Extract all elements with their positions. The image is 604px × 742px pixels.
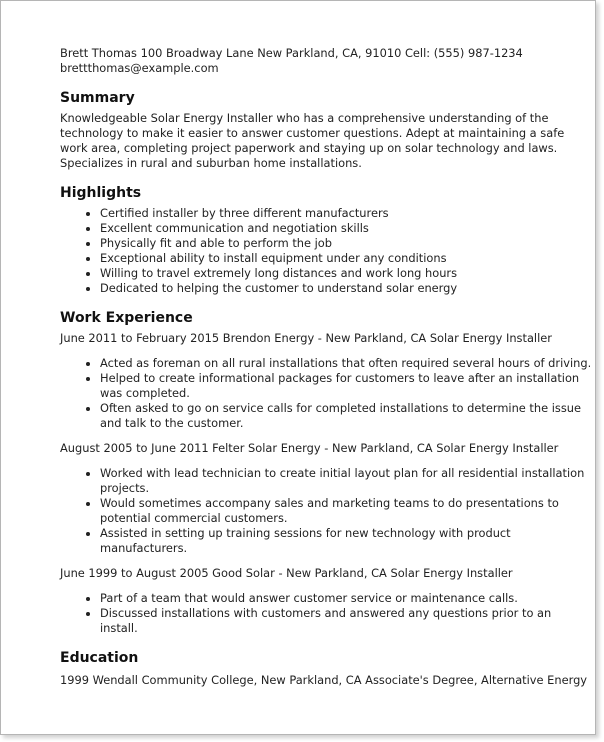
job-title: June 1999 to August 2005 Good Solar - New Parkland, CA Solar Energy Installer bbox=[60, 566, 513, 580]
highlights-heading: Highlights bbox=[60, 185, 142, 201]
job-bullet: • Worked with lead technician to create initial layout plan for all residential installation projects. bbox=[100, 466, 592, 496]
highlight-item: • Certified installer by three different manufacturers bbox=[100, 206, 592, 221]
work-experience-heading: Work Experience bbox=[60, 310, 193, 326]
job-bullet: • Would sometimes accompany sales and marketing teams to do presentations to potential commercial customers. bbox=[100, 496, 592, 526]
job-bullet: • Helped to create informational packages for customers to leave after an installation was completed. bbox=[100, 371, 592, 401]
highlight-item: • Excellent communication and negotiation skills bbox=[100, 221, 592, 236]
highlight-item: • Willing to travel extremely long distances and work long hours bbox=[100, 266, 592, 281]
job-bullet: • Part of a team that would answer customer service or maintenance calls. bbox=[100, 591, 592, 606]
job-bullet: • Acted as foreman on all rural installations that often required several hours of driving. bbox=[100, 356, 592, 371]
job-bullets bbox=[60, 591, 592, 636]
education-entry: 1999 Wendall Community College, New Parkland, CA Associate's Degree, Alternative Energy bbox=[60, 673, 588, 687]
education-heading: Education bbox=[60, 650, 139, 666]
summary-heading: Summary bbox=[60, 90, 135, 106]
highlights-list bbox=[60, 206, 592, 296]
job-bullet: • Discussed installations with customers and answered any questions prior to an install. bbox=[100, 606, 592, 636]
contact-line: Brett Thomas 100 Broadway Lane New Parkland, CA, 91010 Cell: (555) 987-1234 bbox=[60, 46, 523, 60]
contact-block bbox=[60, 46, 592, 76]
job-bullets bbox=[60, 356, 592, 431]
resume-content bbox=[60, 46, 592, 688]
highlight-item: • Exceptional ability to install equipment under any conditions bbox=[100, 251, 592, 266]
job-bullets bbox=[60, 466, 592, 556]
job-bullet: • Assisted in setting up training sessions for new technology with product manufacturers. bbox=[100, 526, 592, 556]
job-title: June 2011 to February 2015 Brendon Energy - New Parkland, CA Solar Energy Installer bbox=[60, 331, 552, 345]
job-title: August 2005 to June 2011 Felter Solar Energy - New Parkland, CA Solar Energy Installer bbox=[60, 441, 559, 455]
highlight-item: • Dedicated to helping the customer to understand solar energy bbox=[100, 281, 592, 296]
job-bullet: • Often asked to go on service calls for completed installations to determine the issue and talk to the customer. bbox=[100, 401, 592, 431]
highlight-item: • Physically fit and able to perform the job bbox=[100, 236, 592, 251]
summary-text: Knowledgeable Solar Energy Installer who has a comprehensive understanding of the technology to make it easier to answer customer questions. Adept at maintaining a safe work area, completing project paperwork and staying up on solar technology and laws. Specializes in rural and suburban home installations. bbox=[60, 111, 565, 170]
contact-email: brettthomas@example.com bbox=[60, 61, 219, 75]
